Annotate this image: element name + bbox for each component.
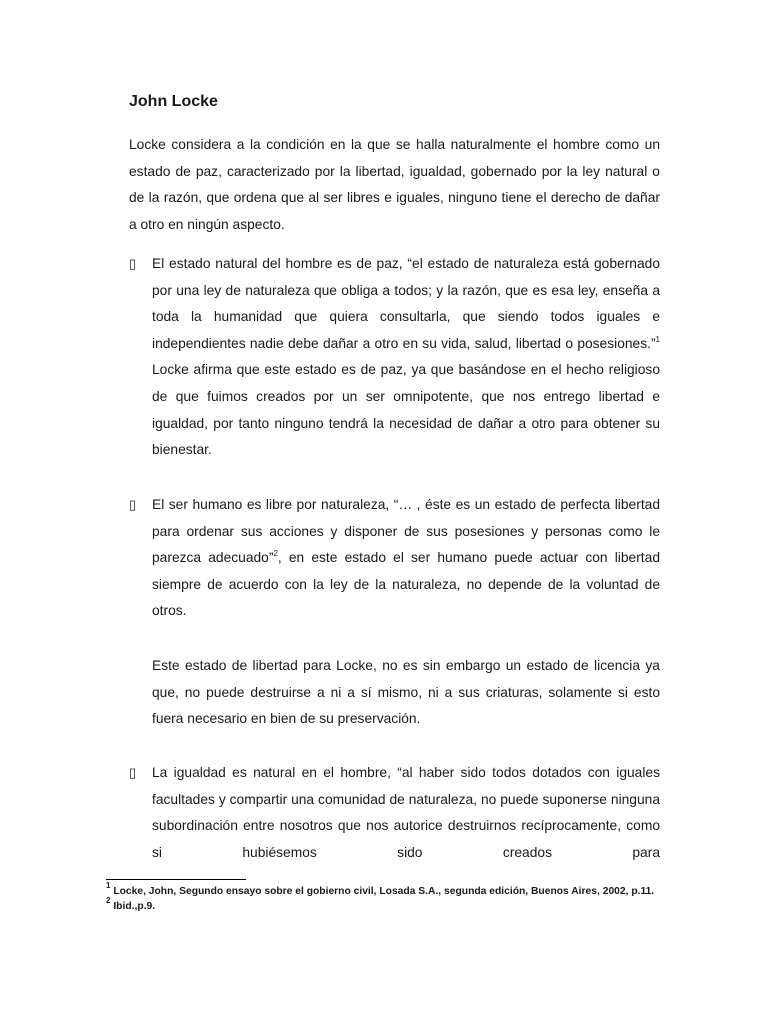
footnote-1	[106, 881, 666, 899]
footnote-ref: 2	[273, 549, 278, 559]
footnote-text: Locke, John, Segundo ensayo sobre el gobierno civil, Losada S.A., segunda edición, Buenos Aires, 2002, p.11.	[110, 886, 655, 897]
bullet-text-part: , en este estado el ser humano puede actuar con libertad siempre de acuerdo con la ley de la naturaleza, no depende de la voluntad de otros.	[152, 550, 660, 619]
bullet-text-part: El ser humano es libre por naturaleza, “… , éste es un estado de perfecta libertad para ordenar sus acciones y disponer de sus posesiones y personas como le parezca adecuado”	[152, 497, 660, 566]
bullet-text-part: El estado natural del hombre es de paz, “el estado de naturaleza está gobernado por una ley de naturaleza que obliga a todos; y la razón, que es esa ley, enseña a toda la humanidad que quiera consultarla, que siendo todos iguales e independientes nadie debe dañar a otro en su vida, salud, libertad o posesiones.”	[152, 256, 660, 351]
intro-paragraph: Locke considera a la condición en la que se halla naturalmente el hombre como un estado de paz, caracterizado por la libertad, igualdad, gobernado por la ley natural o de la razón, que ordena que al ser libres e iguales, ninguno tiene el derecho de dañar a otro en ningún aspecto.	[129, 137, 660, 232]
bullet-text	[152, 492, 660, 625]
bullet-item-igualdad	[129, 760, 660, 868]
bullet-text	[152, 251, 660, 464]
footnotes	[106, 881, 666, 914]
libertad-paragraph: Este estado de libertad para Locke, no es sin embargo un estado de licencia ya que, no puede destruirse a ni a sí mismo, ni a sus criaturas, solamente si esto fuera necesario en bien de su preservación.	[152, 658, 660, 727]
page-title: John Locke	[129, 93, 218, 110]
bullet-text: La igualdad es natural en el hombre, “al haber sido todos dotados con iguales facultades y compartir una comunidad de naturaleza, no puede suponerse ninguna subordinación entre nosotros que nos autorice destruirnos recíprocamente, como si hubiésemos sido creados para	[152, 765, 660, 860]
bullet-marker-icon: ▯	[129, 256, 137, 271]
bullet-item-estado-natural	[129, 251, 660, 464]
footnote-number: 2	[106, 896, 111, 905]
footnote-2	[106, 896, 666, 914]
bullet-text-part: Locke afirma que este estado es de paz, ya que basándose en el hecho religioso de que fuimos creados por un ser omnipotente, que nos entrego libertad e igualdad, por tanto ninguno tendrá la necesidad de dañar a otro para obtener su bienestar.	[152, 362, 660, 458]
footnote-number: 1	[106, 881, 111, 890]
bullet-item-libertad	[129, 492, 660, 625]
footnote-ref: 1	[655, 334, 660, 344]
footnote-divider	[106, 879, 246, 880]
footnote-text: Ibid.,p.9.	[110, 901, 156, 912]
bullet-marker-icon: ▯	[129, 765, 137, 780]
bullet-marker-icon: ▯	[129, 497, 137, 512]
